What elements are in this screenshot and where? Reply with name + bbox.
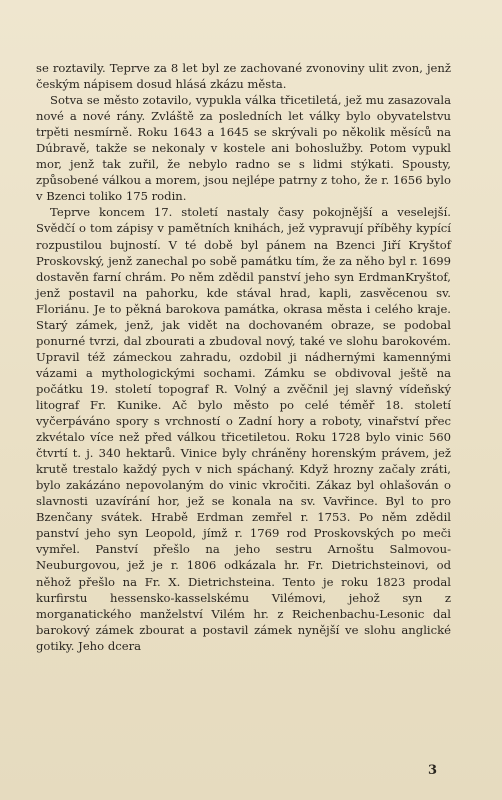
paragraph-bell: se roztavily. Teprve za 8 let byl ze zachované zvonoviny ulit zvon, jenž českým nápisem dosud hlásá zkázu města. <box>36 61 451 92</box>
paragraph-late-17th-century: Teprve koncem 17. století nastaly časy pokojnější a veselejší. Svědčí o tom zápisy v pamětních knihách, jež vypravují příběhy kypící rozpustilou bujností. V té době byl pánem na Bzenci Jiří Kryštof Proskovský, jenž zanechal po sobě památku tím, že za něho byl r. 1699 dostavěn farní chrám. Po něm zdědil panství jeho syn ErdmanKryštof, jenž postavil na pahorku, kde stával hrad, kapli, zasvěcenou sv. Floriánu. Je to pěkná barokova památka, okrasa města i celého kraje. Starý zámek, jenž, jak vidět na dochovaném obraze, se podobal ponurné tvrzi, dal zbourati a zbudoval nový, také ve slohu barokovém. Upravil též zámeckou zahradu, ozdobil ji nádhernými kamennými vázami a mythologickými sochami. Zámku se obdivoval ještě na počátku 19. století topograf R. Volný a zvěčnil jej slavný vídeňský litograf Fr. Kunike. Ač bylo město po celé téměř 18. století vyčerpáváno spory s vrchností o Zadní hory a roboty, vinařství přec zkvétalo více než před válkou třicetiletou. Roku 1728 bylo vinic 560 čtvrtí t. j. 340 hektarů. Vinice byly chráněny horenským právem, jež krutě trestalo každý pych v nich spáchaný. Když hrozny začaly zráti, bylo zakázáno nepovolaným do vinic vkročiti. Zákaz byl ohlašován o slavnosti uzavírání hor, jež se konala na sv. Vavřince. Byl to pro Bzenčany svátek. Hrabě Erdman zemřel r. 1753. Po něm zdědil panství jeho syn Leopold, jímž r. 1769 rod Proskovských po meči vymřel. Panství přešlo na jeho sestru Arnoštu Salmovou-Neuburgovou, jež je r. 1806 odkázala hr. Fr. Dietrichsteinovi, od něhož přešlo na Fr. X. Dietrichsteina. Tento je roku 1823 prodal kurfirstu hessensko-kasselskému Vilémovi, jehož syn z morganatického manželství Vilém hr. z Reichenbachu-Lesonic dal barokový zámek zbourat a postavil zámek nynější ve slohu anglické gotiky. Jeho dcera <box>36 205 451 653</box>
page-number: 3 <box>428 763 438 778</box>
paragraph-thirty-years-war: Sotva se město zotavilo, vypukla válka třicetiletá, jež mu zasazovala nové a nové rány. Zvláště za posledních let války bylo obyvatelstvu trpěti nesmírně. Roku 1643 a 1645 se skrývali po několik měsíců na Dúbravě, takže se nekonaly v kostele ani bohoslužby. Potom vypukl mor, jenž tak zuřil, že nebylo radno se s lidmi stýkati. Spousty, způsobené válkou a morem, jsou nejlépe patrny z toho, že r. 1656 bylo v Bzenci toliko 175 rodin. <box>36 93 451 204</box>
page-body-text <box>36 60 451 654</box>
